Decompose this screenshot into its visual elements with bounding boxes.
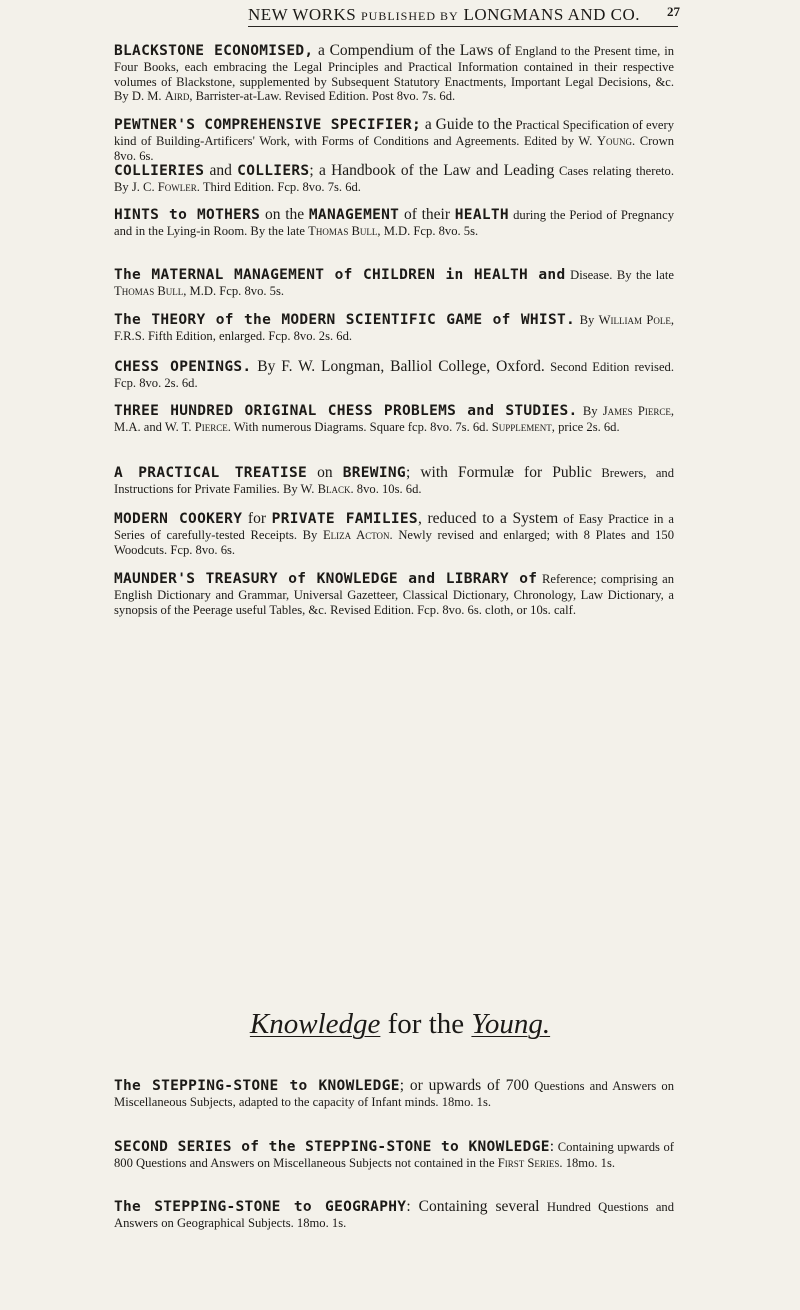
entry-title-rest: for bbox=[242, 510, 272, 527]
entry-body: Practical Specification of every kind of Building-Artificers' Work, with Forms of Conditions and Agreements. Edited by W. bbox=[114, 118, 674, 148]
entry-modern-cookery bbox=[114, 510, 674, 557]
entry-title: SECOND SERIES of the STEPPING-STONE to KNOWLEDGE bbox=[114, 1139, 550, 1155]
entry-author: First Series bbox=[497, 1156, 560, 1170]
entry-author: William Pole bbox=[598, 313, 671, 327]
entry-title: CHESS OPENINGS. bbox=[114, 359, 252, 375]
entry-tail: . 18mo. 1s. bbox=[559, 1156, 616, 1170]
entry-author: Black bbox=[317, 482, 351, 496]
entry-author: Aird bbox=[164, 89, 190, 104]
entry-stepping-stone-geography bbox=[114, 1198, 674, 1231]
entry-title-rest: : Containing several bbox=[406, 1198, 540, 1215]
entry-brewing bbox=[114, 464, 674, 497]
entry-collieries bbox=[114, 162, 674, 195]
entry-author: Fowler bbox=[157, 180, 197, 194]
heading-part-3: Young. bbox=[471, 1008, 551, 1040]
entry-title-2: MANAGEMENT bbox=[308, 207, 400, 223]
page-number: 27 bbox=[667, 4, 680, 19]
entry-title: COLLIERIES bbox=[114, 163, 205, 179]
entry-author-2: Pierce bbox=[194, 420, 228, 434]
entry-title: The MATERNAL MANAGEMENT of CHILDREN in HEALTH and bbox=[114, 267, 566, 283]
entry-title: PEWTNER'S COMPREHENSIVE SPECIFIER; bbox=[114, 117, 422, 133]
entry-author: Thomas Bull bbox=[114, 284, 184, 298]
entry-title-2: PRIVATE FAMILIES bbox=[271, 511, 418, 527]
entry-author: Thomas Bull bbox=[308, 224, 378, 238]
heading-part-2: for the bbox=[380, 1008, 472, 1040]
entry-title: The STEPPING-STONE to KNOWLEDGE bbox=[114, 1078, 400, 1094]
entry-tail: . Third Edition. Fcp. 8vo. 7s. 6d. bbox=[196, 180, 361, 194]
entry-title-rest: By F. W. Longman, Balliol College, Oxford. bbox=[251, 358, 545, 375]
entry-title-2: COLLIERS bbox=[237, 163, 310, 179]
entry-body: Containing upwards of 800 Questions and Answers on Miscellaneous Subjects not contained in the bbox=[114, 1140, 674, 1170]
entry-title-rest: and bbox=[204, 162, 238, 179]
entry-title-rest-2: ; with Formulæ for Public bbox=[405, 464, 592, 481]
entry-tail: , F.R.S. Fifth Edition, enlarged. Fcp. 8vo. 2s. 6d. bbox=[114, 313, 674, 343]
entry-chess-problems bbox=[114, 402, 674, 435]
entry-maternal-management bbox=[114, 266, 674, 299]
entry-title-rest: ; or upwards of 700 bbox=[399, 1077, 529, 1094]
entry-body: By bbox=[582, 404, 603, 418]
entry-title-rest-2: ; a Handbook of the Law and Leading bbox=[309, 162, 555, 179]
section-heading-young bbox=[0, 1008, 800, 1041]
entry-title: The THEORY of the MODERN SCIENTIFIC GAME of WHIST. bbox=[114, 312, 576, 328]
entry-body: Questions and Answers on Miscellaneous Subjects, adapted to the capacity of Infant minds. 18mo. 1s. bbox=[114, 1079, 675, 1109]
entry-tail: , M.A. and W. T. bbox=[114, 404, 674, 434]
entry-title-rest-2: of their bbox=[399, 206, 455, 223]
entry-body: Disease. By the late bbox=[570, 268, 674, 282]
entry-title-rest: a Guide to the bbox=[421, 116, 513, 133]
entry-body: Brewers, and Instructions for Private Families. By W. bbox=[114, 466, 674, 496]
entry-body: England to the Present time, in Four Books, each embracing the Legal Principles and Practical Information contained in their respective volumes of Blackstone, supplemented by Subsequent Statutory Enactments, Important Legal Decisions, &c. By D. M. bbox=[114, 44, 675, 104]
entry-whist bbox=[114, 311, 674, 344]
entry-second-series bbox=[114, 1138, 674, 1171]
entry-body: of Easy Practice in a Series of carefully-tested Receipts. By bbox=[114, 512, 674, 542]
entry-title: BLACKSTONE ECONOMISED, bbox=[114, 43, 314, 59]
entry-body: Hundred Questions and Answers on Geographical Subjects. 18mo. 1s. bbox=[114, 1200, 675, 1230]
heading-part-1: Knowledge bbox=[249, 1008, 381, 1040]
entry-body: Cases relating thereto. By J. C. bbox=[114, 164, 675, 194]
entry-blackstone bbox=[114, 42, 674, 104]
header-rule bbox=[248, 26, 678, 27]
entry-title-rest: on bbox=[307, 464, 343, 481]
entry-title-rest-2: , reduced to a System bbox=[417, 510, 559, 527]
entry-tail: , M.D. Fcp. 8vo. 5s. bbox=[183, 284, 285, 298]
entry-title-rest: a Compendium of the Laws of bbox=[313, 42, 511, 59]
entry-title-3: HEALTH bbox=[454, 207, 509, 223]
running-head-part-1: NEW WORKS bbox=[248, 5, 357, 24]
entry-tail: . Newly revised and enlarged; with 8 Plates and 150 Woodcuts. Fcp. 8vo. 6s. bbox=[114, 528, 675, 557]
entry-author: Young bbox=[596, 134, 632, 148]
entry-body: Second Edition revised. Fcp. 8vo. 2s. 6d. bbox=[114, 360, 674, 390]
entry-tail: . Crown 8vo. 6s. bbox=[114, 134, 674, 163]
running-head-part-2: PUBLISHED BY bbox=[361, 9, 459, 23]
entry-title: HINTS to MOTHERS bbox=[114, 207, 261, 223]
running-head bbox=[248, 5, 688, 25]
entry-author-3: Supplement bbox=[491, 420, 552, 434]
entry-title: MODERN COOKERY bbox=[114, 511, 243, 527]
entry-stepping-stone-knowledge bbox=[114, 1077, 674, 1110]
entry-title: MAUNDER'S TREASURY of KNOWLEDGE and LIBRARY of bbox=[114, 571, 538, 587]
entry-title-rest: : bbox=[549, 1138, 555, 1155]
entry-maunder-treasury bbox=[114, 570, 674, 617]
entry-author: Eliza Acton bbox=[322, 528, 390, 542]
entry-body: By bbox=[579, 313, 599, 327]
entry-tail: . 8vo. 10s. 6d. bbox=[350, 482, 422, 496]
entry-pewtner bbox=[114, 116, 674, 163]
entry-tail: , Barrister-at-Law. Revised Edition. Post 8vo. 7s. 6d. bbox=[189, 89, 456, 104]
entry-title-2: BREWING bbox=[342, 465, 406, 481]
entry-body: Reference; comprising an English Dictionary and Grammar, Universal Gazetteer, Classical Dictionary, Chronology, Law Dictionary, a synopsis of the Peerage useful Tables, &c. Revised Edition. Fcp. 8vo. 6s. cloth, or 10s. calf. bbox=[114, 572, 674, 617]
entry-chess-openings bbox=[114, 358, 674, 391]
entry-author: James Pierce bbox=[602, 404, 671, 418]
entry-tail-3: , price 2s. 6d. bbox=[551, 420, 620, 434]
running-head-part-3: LONGMANS AND CO. bbox=[463, 5, 641, 24]
entry-tail-2: . With numerous Diagrams. Square fcp. 8vo. 7s. 6d. bbox=[227, 420, 492, 434]
entry-body: during the Period of Pregnancy and in the Lying-in Room. By the late bbox=[114, 208, 674, 238]
entry-title: THREE HUNDRED ORIGINAL CHESS PROBLEMS and STUDIES. bbox=[114, 403, 578, 419]
entry-tail: , M.D. Fcp. 8vo. 5s. bbox=[377, 224, 479, 238]
entry-title: A PRACTICAL TREATISE bbox=[114, 465, 308, 481]
entry-title-rest: on the bbox=[260, 206, 309, 223]
entry-hints-to-mothers bbox=[114, 206, 674, 239]
entry-title: The STEPPING-STONE to GEOGRAPHY bbox=[114, 1199, 407, 1215]
